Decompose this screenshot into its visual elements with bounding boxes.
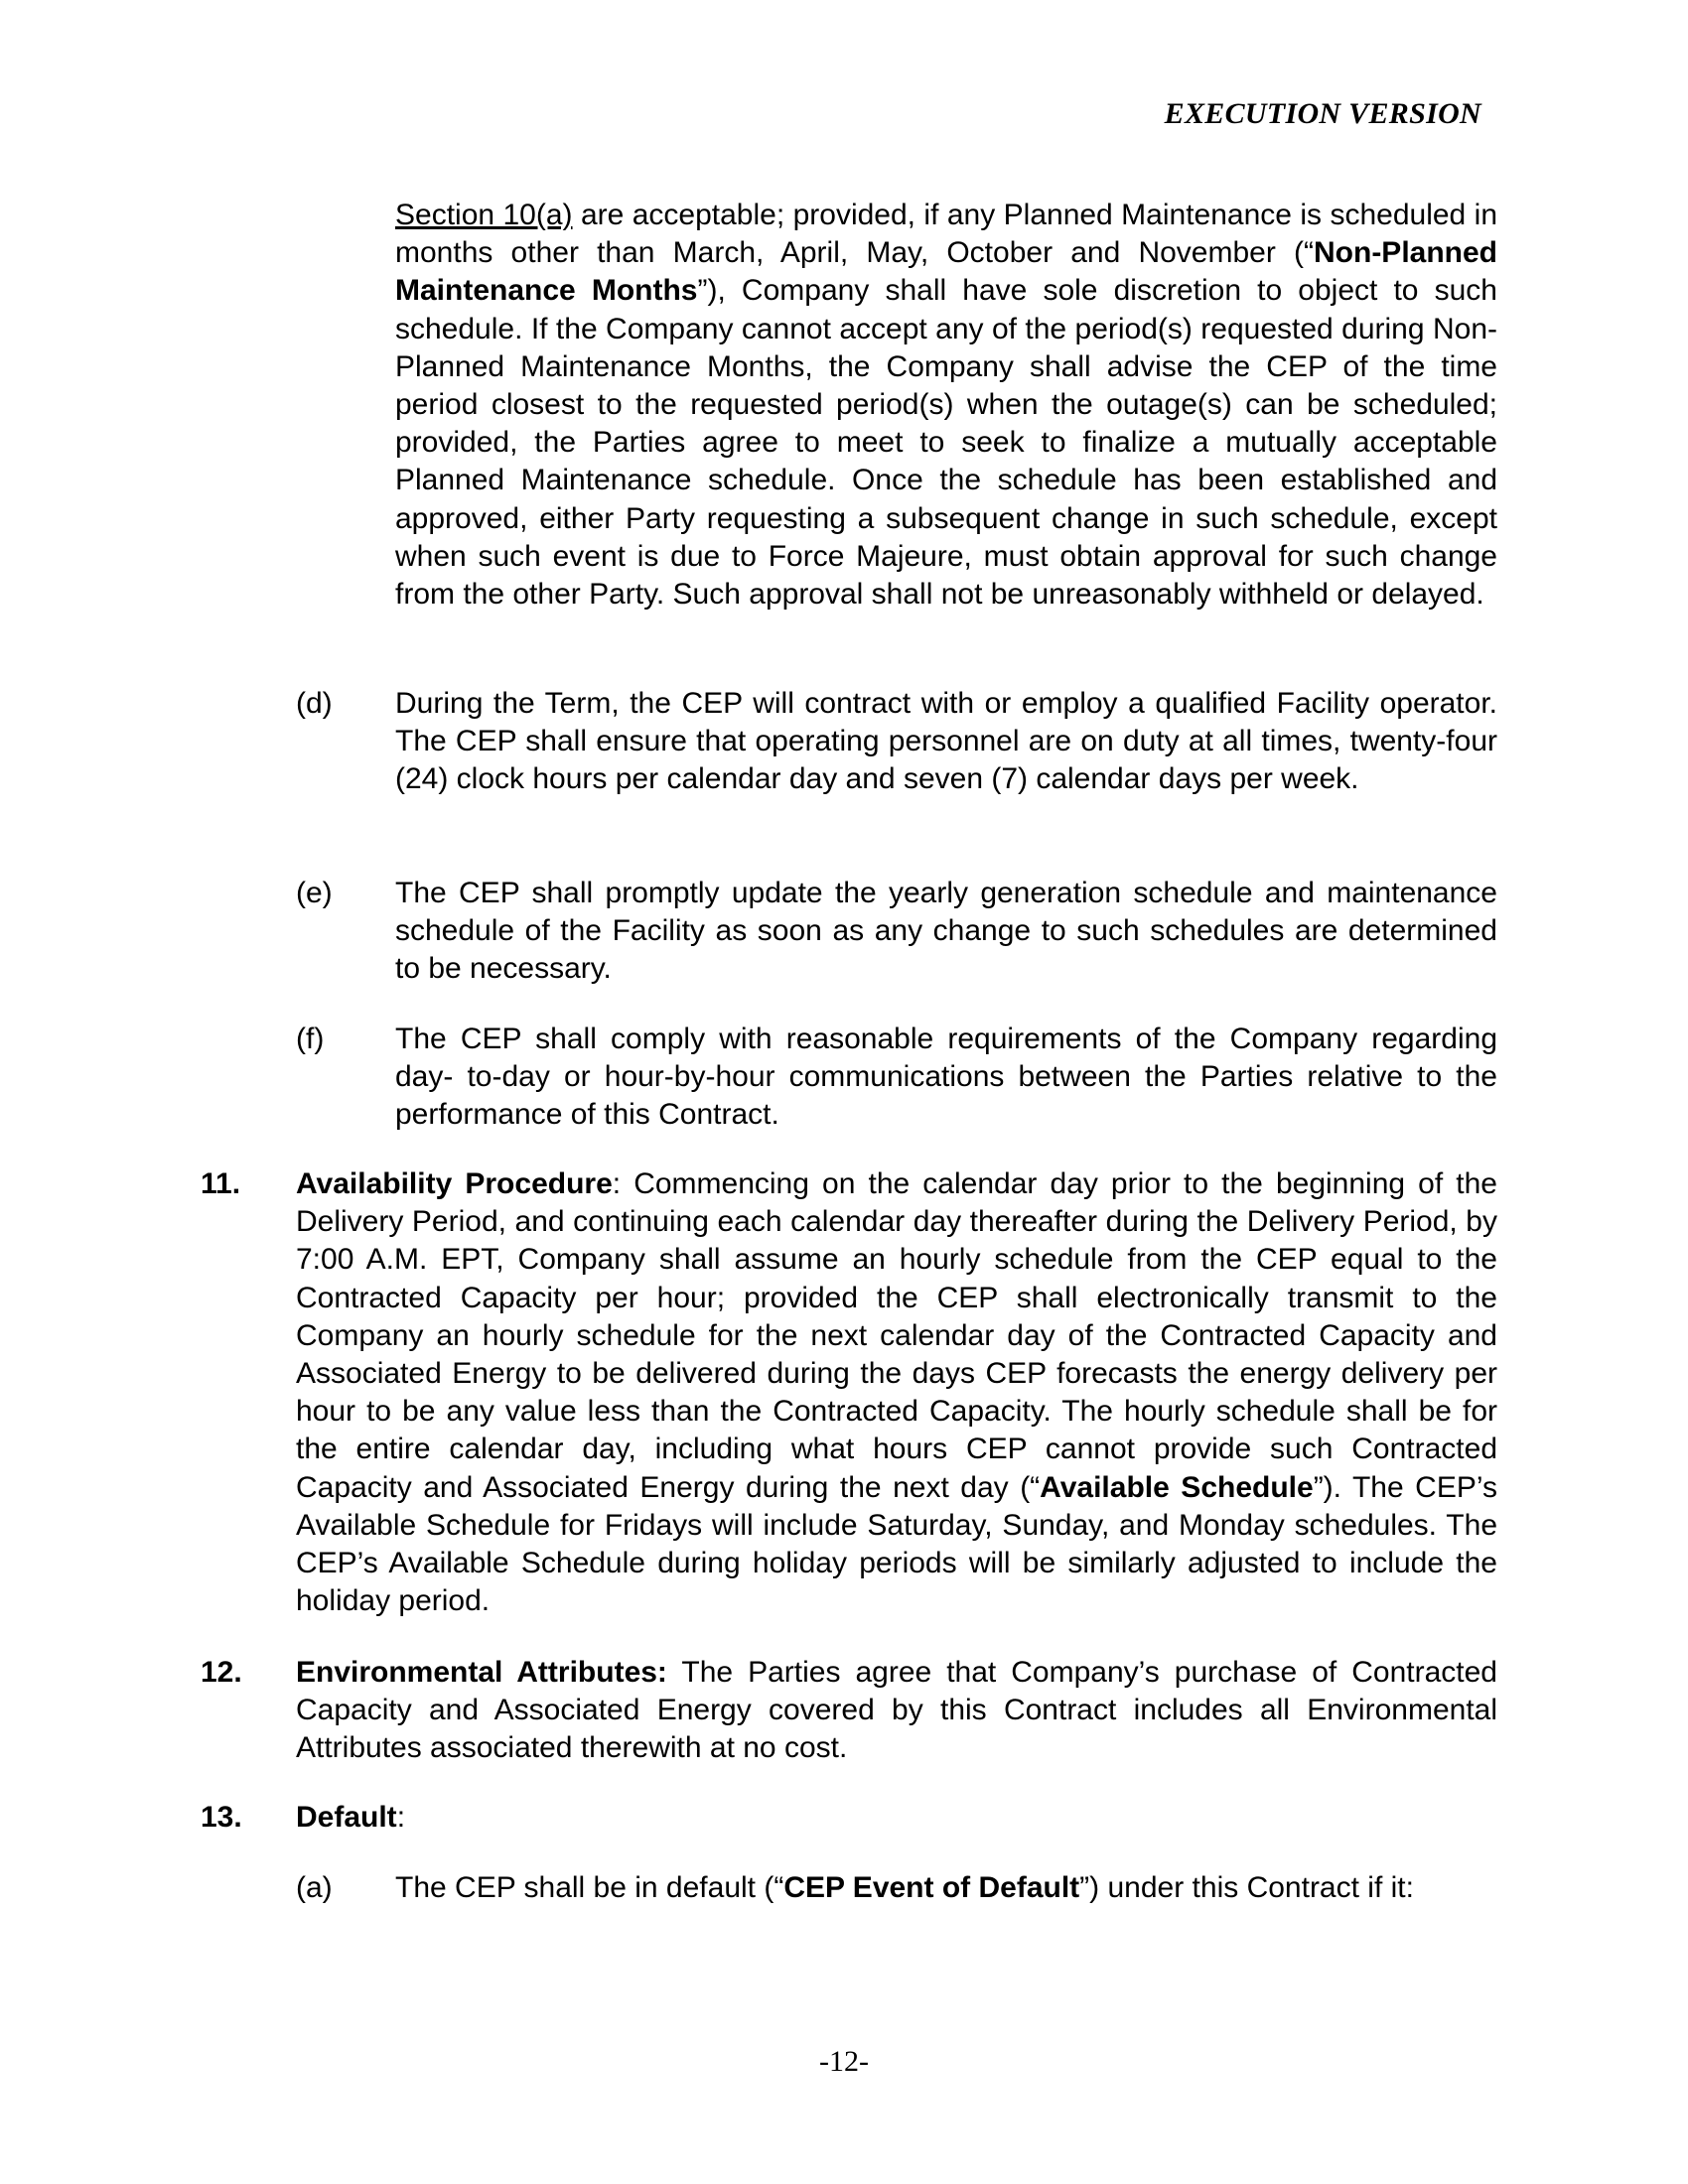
defined-term: Available Schedule (1040, 1470, 1314, 1504)
execution-version-header: EXECUTION VERSION (1164, 97, 1481, 130)
section-12-paragraph (296, 1654, 1497, 1768)
item-13a-label: (a) (296, 1871, 333, 1904)
section-reference-link: Section 10(a) (395, 199, 573, 231)
section-11-text-2: ”). The CEP’s Available Schedule for Fridays will include Saturday, Sunday, and Monday schedules. The CEP’s Available Schedule during holiday periods will be similarly adjusted to include the holiday period. (296, 1470, 1497, 1618)
item-d-text: During the Term, the CEP will contract with or employ a qualified Facility operator. The CEP shall ensure that operating personnel are on duty at all times, twenty-four (24) clock hours per calendar day and seven (7) calendar days per week. (395, 687, 1497, 796)
section-12-number: 12. (201, 1656, 242, 1689)
continuation-paragraph (395, 197, 1497, 614)
item-e-label: (e) (296, 877, 333, 909)
section-11-heading: Availability Procedure (296, 1167, 613, 1200)
section-11-paragraph (296, 1165, 1497, 1620)
defined-term: Non-Planned Maintenance Months (395, 236, 1497, 308)
item-e-text: The CEP shall promptly update the yearly generation schedule and maintenance schedule of the Facility as soon as any change to such schedules are determined to be necessary. (395, 877, 1497, 986)
item-f-label: (f) (296, 1023, 325, 1055)
continuation-text-2: ”), Company shall have sole discretion to object to such schedule. If the Company cannot accept any of the period(s) requested during Non-Planned Maintenance Months, the Company shall advise the CEP of the time period closest to the requested period(s) when the outage(s) can be scheduled; provided, the Parties agree to meet to seek to finalize a mutually acceptable Planned Maintenance schedule. Once the schedule has been established and approved, either Party requesting a subsequent change in such schedule, except when such event is due to Force Majeure, must obtain approval for such change from the other Party. Such approval shall not be unreasonably withheld or delayed. (395, 274, 1497, 612)
section-11-text-1: : Commencing on the calendar day prior to the beginning of the Delivery Period, and continuing each calendar day thereafter during the Delivery Period, by 7:00 A.M. EPT, Company shall assume an hourly schedule from the CEP equal to the Contracted Capacity per hour; provided the CEP shall electronically transmit to the Company an hourly schedule for the next calendar day of the Contracted Capacity and Associated Energy to be delivered during the days CEP forecasts the energy delivery per hour to be any value less than the Contracted Capacity. The hourly schedule shall be for the entire calendar day, including what hours CEP cannot provide such Contracted Capacity and Associated Energy during the next day (“ (296, 1167, 1497, 1504)
item-13a-text-1: The CEP shall be in default (“ (395, 1871, 784, 1904)
section-13-colon: : (396, 1801, 406, 1834)
continuation-text-1: are acceptable; provided, if any Planned Maintenance is scheduled in months other than March, April, May, October and November (“ (395, 199, 1497, 270)
section-12-heading: Environmental Attributes: (296, 1656, 667, 1689)
item-f-text: The CEP shall comply with reasonable requirements of the Company regarding day- to-day or hour-by-hour communications between the Parties relative to the performance of this Contract. (395, 1023, 1497, 1132)
item-13a-text-2: ”) under this Contract if it: (1079, 1871, 1414, 1904)
section-13-heading: Default (296, 1801, 397, 1834)
page-number: -12- (819, 2045, 869, 2078)
section-11-number: 11. (201, 1167, 241, 1200)
section-13-number: 13. (201, 1801, 242, 1834)
section-13-heading-line (296, 1799, 1497, 1837)
section-12-text: The Parties agree that Company’s purchase of Contracted Capacity and Associated Energy covered by this Contract includes all Environmental Attributes associated therewith at no cost. (296, 1656, 1497, 1765)
defined-term: CEP Event of Default (783, 1871, 1080, 1904)
item-d-label: (d) (296, 687, 333, 720)
item-13a-text (395, 1869, 1497, 1907)
